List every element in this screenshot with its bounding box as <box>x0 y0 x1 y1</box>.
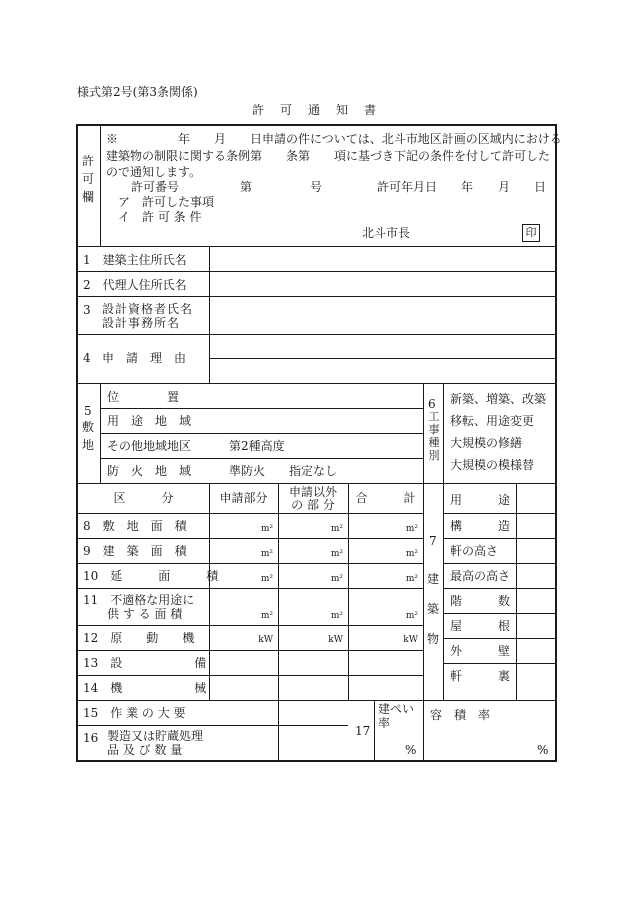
unit-r8-other: m² <box>330 524 343 534</box>
row15-work-summary-label: 15 作 業 の 大 要 <box>83 706 186 720</box>
unit-r12-applied: kW <box>258 635 273 645</box>
site-number: 5 <box>84 404 92 418</box>
row16-number: 16 <box>83 731 99 745</box>
site-fire-district-value: 準防火 指定なし <box>229 464 338 478</box>
site-other-district-label: その他地域地区 <box>107 439 192 453</box>
site-use-district-label: 用 途 地 域 <box>107 414 192 428</box>
document-title: 許 可 通 知 書 <box>251 103 378 117</box>
permit-item-i: イ 許 可 条 件 <box>118 210 202 224</box>
row3-designer-label: 設計資格者氏名 <box>102 302 194 316</box>
works-option-repair: 大規模の修繕 <box>450 436 523 450</box>
permit-date-day: 日 <box>534 180 547 194</box>
permit-text-line1: ※ 年 月 日申請の件については、北斗市地区計画の区域内における <box>106 132 562 146</box>
row3-office-label: 設計事務所名 <box>102 316 181 330</box>
row16-label-1: 製造又は貯蔵処理 <box>107 729 204 743</box>
building-floors-label: 階 数 <box>450 594 511 608</box>
building-wall-label: 外 壁 <box>450 644 511 658</box>
row14-machinery-label: 14 機 械 <box>83 681 207 695</box>
site-side-label: 敷地 <box>81 420 94 452</box>
row4-number: 4 <box>83 351 91 365</box>
form-number-label: 様式第2号(第3条関係) <box>77 85 198 99</box>
coverage-ratio-label-2: 率 <box>378 716 391 730</box>
building-eave-height-label: 軒の高さ <box>450 544 499 558</box>
unit-r11-other: m² <box>330 611 343 621</box>
row12-motor-label: 12 原 動 機 <box>83 631 195 645</box>
col-header-total: 合 計 <box>355 491 416 505</box>
permit-item-a: ア 許可した事項 <box>118 195 215 209</box>
permit-date-label: 許可年月日 <box>377 180 438 194</box>
permit-date-month: 月 <box>498 180 511 194</box>
works-option-new: 新築、増築、改築 <box>450 392 547 406</box>
row1-owner-label: 1 建築主住所氏名 <box>83 253 187 267</box>
col-header-applied: 申請部分 <box>219 491 268 505</box>
row4-reason-label: 申 請 理 由 <box>102 351 187 365</box>
works-side-label: 工事種別 <box>428 410 440 462</box>
permit-side-label: 許可欄 <box>81 154 94 204</box>
permit-number-go: 号 <box>310 180 323 194</box>
building-max-height-label: 最高の高さ <box>450 569 511 583</box>
site-other-district-value: 第2種高度 <box>229 439 285 453</box>
permit-number-dai: 第 <box>240 180 253 194</box>
unit-r10-total: m² <box>405 574 418 584</box>
works-number: 6 <box>428 397 436 411</box>
site-fire-district-label: 防 火 地 域 <box>107 464 192 478</box>
unit-r12-other: kW <box>328 635 343 645</box>
row13-equipment-label: 13 設 備 <box>83 656 207 670</box>
unit-r11-total: m² <box>405 611 418 621</box>
unit-r8-applied: m² <box>260 524 273 534</box>
row8-site-area-label: 8 敷 地 面 積 <box>83 519 187 533</box>
site-location-label: 位 置 <box>107 390 180 404</box>
mayor-label: 北斗市長 <box>362 226 411 240</box>
coverage-ratio-percent: % <box>405 743 417 757</box>
permit-text-line2: 建築物の制限に関する条例第 条第 項に基づき下記の条件を付して許可した <box>106 149 551 163</box>
works-option-move: 移転、用途変更 <box>450 414 535 428</box>
row11-label-1: 11 不適格な用途に <box>83 593 195 607</box>
row3-number: 3 <box>83 303 91 317</box>
building-roof-label: 屋 根 <box>450 619 511 633</box>
unit-r9-applied: m² <box>260 549 273 559</box>
unit-r10-other: m² <box>330 574 343 584</box>
row10-floor-area-label: 10 延 面 積 <box>83 569 219 583</box>
ratio-number-17: 17 <box>355 724 371 738</box>
floor-area-ratio-percent: % <box>537 743 549 757</box>
coverage-ratio-label-1: 建ぺい <box>378 702 415 716</box>
col-header-other-1: 申請以外 <box>288 485 337 499</box>
row11-label-2: 供 す る 面 積 <box>107 607 183 621</box>
unit-r9-total: m² <box>405 549 418 559</box>
permit-date-year: 年 <box>461 180 474 194</box>
permit-number-label: 許可番号 <box>131 180 180 194</box>
unit-r10-applied: m² <box>260 574 273 584</box>
seal-mark: 印 <box>522 224 540 242</box>
floor-area-ratio-label: 容 積 率 <box>430 708 491 722</box>
works-option-remodel: 大規模の模様替 <box>450 458 535 472</box>
unit-r8-total: m² <box>405 524 418 534</box>
col-header-category: 区 分 <box>113 491 174 505</box>
building-eave-label: 軒 裏 <box>450 669 511 683</box>
building-use-label: 用 途 <box>450 493 511 507</box>
row9-building-area-label: 9 建 築 面 積 <box>83 544 187 558</box>
row2-agent-label: 2 代理人住所氏名 <box>83 278 187 292</box>
col-header-other-2: の 部 分 <box>291 498 335 512</box>
row16-label-2: 品 及 び 数 量 <box>107 743 183 757</box>
unit-r11-applied: m² <box>260 611 273 621</box>
unit-r9-other: m² <box>330 549 343 559</box>
building-side-label: 建築物 <box>426 572 439 646</box>
unit-r12-total: kW <box>403 635 418 645</box>
building-number: 7 <box>429 534 437 548</box>
building-structure-label: 構 造 <box>450 519 511 533</box>
permit-text-line3: ので通知します。 <box>106 165 202 179</box>
